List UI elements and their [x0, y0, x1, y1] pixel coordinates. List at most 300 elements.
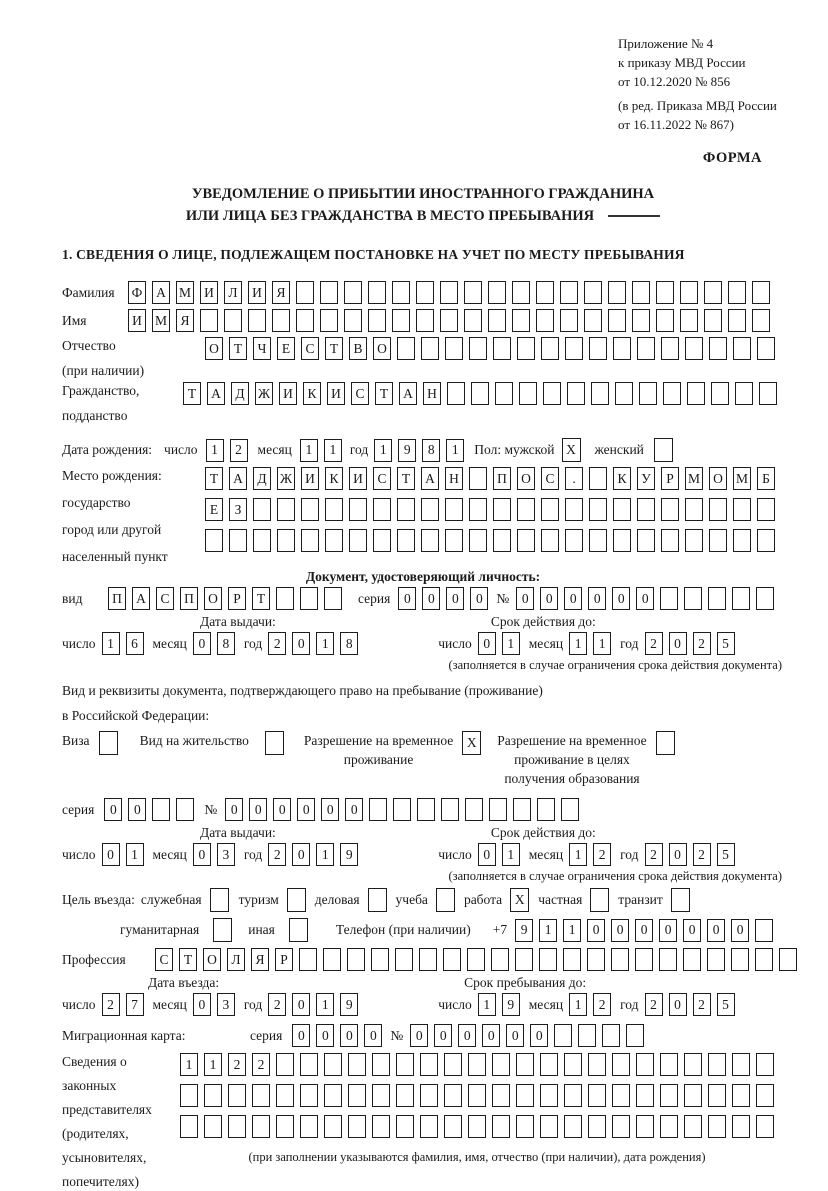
residence-doc-intro-line1: Вид и реквизиты документа, подтверждающего право на пребывание (проживание)	[62, 683, 543, 698]
purpose-private-checkbox[interactable]	[590, 888, 609, 912]
legal-reps-right-col	[180, 1053, 774, 1165]
char-cell	[632, 281, 650, 304]
char-cell	[660, 1115, 678, 1138]
legal-reps-cells-row3[interactable]	[180, 1115, 774, 1138]
char-cell	[512, 309, 530, 332]
char-cell	[344, 309, 362, 332]
birth-month-cells[interactable]	[300, 439, 342, 462]
char-cell: 3	[217, 843, 235, 866]
surname-cells[interactable]	[128, 281, 770, 304]
residence-permit-checkbox[interactable]	[265, 731, 284, 755]
char-cell	[540, 1115, 558, 1138]
char-cell	[228, 1115, 246, 1138]
entry-year-cells[interactable]	[268, 993, 358, 1016]
char-cell	[756, 1115, 774, 1138]
profession-cells[interactable]	[155, 948, 797, 971]
char-cell	[564, 1053, 582, 1076]
char-cell	[465, 798, 483, 821]
char-cell	[708, 1053, 726, 1076]
birth-place-cells-row2[interactable]	[205, 498, 775, 521]
char-cell: Т	[375, 382, 393, 405]
expiry-year-cells[interactable]	[645, 632, 735, 655]
char-cell	[732, 1084, 750, 1107]
birth-day-cells[interactable]	[206, 439, 248, 462]
char-cell: 1	[569, 843, 587, 866]
char-cell: 9	[502, 993, 520, 1016]
doc-number-label: №	[496, 590, 510, 606]
char-cell: 0	[636, 587, 654, 610]
char-cell	[392, 309, 410, 332]
day-label: число	[62, 635, 96, 651]
char-cell	[421, 498, 439, 521]
char-cell: 1	[502, 843, 520, 866]
birth-place-cells-row3[interactable]	[205, 529, 775, 552]
char-cell	[445, 529, 463, 552]
temp-residence-label	[304, 731, 453, 769]
char-cell	[752, 281, 770, 304]
char-cell	[589, 337, 607, 360]
form-title-line1: УВЕДОМЛЕНИЕ О ПРИБЫТИИ ИНОСТРАННОГО ГРАЖДАНИНА	[191, 186, 655, 202]
expiry-date-heading: Срок действия до:	[490, 614, 596, 629]
char-cell: И	[248, 281, 266, 304]
char-cell	[589, 467, 607, 490]
issue-year-cells[interactable]	[268, 632, 358, 655]
char-cell: А	[421, 467, 439, 490]
char-cell: 0	[564, 587, 582, 610]
char-cell: 0	[540, 587, 558, 610]
permit-issue-day-cells[interactable]	[102, 843, 144, 866]
char-cell: 0	[193, 632, 211, 655]
purpose-option	[618, 888, 690, 912]
char-cell: И	[200, 281, 218, 304]
stay-until-heading: Срок пребывания до:	[464, 975, 587, 990]
char-cell: 0	[669, 632, 687, 655]
sex-male-label: Пол: мужской	[474, 442, 555, 457]
entry-dates-row	[62, 993, 784, 1016]
year-label: год	[620, 635, 639, 651]
char-cell	[444, 1053, 462, 1076]
char-cell: 0	[364, 1024, 382, 1047]
stay-until-date-group	[438, 993, 734, 1016]
char-cell: Т	[397, 467, 415, 490]
birth-year-cells[interactable]	[374, 439, 464, 462]
purpose-option	[248, 918, 308, 942]
year-label: год	[349, 442, 369, 457]
visa-option	[62, 731, 118, 755]
legal-reps-label-line: попечителях)	[62, 1174, 139, 1189]
char-cell	[252, 1084, 270, 1107]
char-cell	[420, 1084, 438, 1107]
char-cell: 1	[502, 632, 520, 655]
year-label: год	[243, 996, 263, 1012]
char-cell	[392, 281, 410, 304]
char-cell	[180, 1115, 198, 1138]
entry-day-cells[interactable]	[102, 993, 144, 1016]
char-cell: Д	[253, 467, 271, 490]
entry-purpose-label: Цель въезда:	[62, 892, 135, 907]
char-cell	[296, 281, 314, 304]
month-label: месяц	[152, 635, 187, 651]
permit-expiry-day-cells[interactable]	[478, 843, 520, 866]
entry-purpose-row1	[62, 888, 784, 912]
char-cell: 0	[410, 1024, 428, 1047]
char-cell: 0	[588, 587, 606, 610]
residence-doc-dates-row	[62, 843, 784, 866]
legal-reps-label-line: Сведения о	[62, 1054, 127, 1069]
purpose-other-checkbox[interactable]	[289, 918, 308, 942]
char-cell: 0	[321, 798, 339, 821]
char-cell: К	[325, 467, 343, 490]
char-cell: 3	[217, 993, 235, 1016]
char-cell	[565, 337, 583, 360]
char-cell: 7	[126, 993, 144, 1016]
purpose-option	[315, 888, 387, 912]
char-cell	[539, 948, 557, 971]
purpose-label: иная	[248, 922, 275, 937]
char-cell: 0	[128, 798, 146, 821]
birth-place-label-line: государство	[62, 495, 131, 510]
char-cell	[349, 529, 367, 552]
char-cell	[591, 382, 609, 405]
char-cell: М	[176, 281, 194, 304]
char-cell: 1	[126, 843, 144, 866]
char-cell	[464, 281, 482, 304]
char-cell	[493, 529, 511, 552]
doc-series-cells[interactable]	[398, 587, 488, 610]
purpose-label: гуманитарная	[120, 922, 200, 937]
year-label: год	[620, 846, 639, 862]
char-cell: 2	[593, 993, 611, 1016]
legal-reps-cells-row2[interactable]	[180, 1084, 774, 1107]
char-cell: И	[279, 382, 297, 405]
char-cell: Л	[224, 281, 242, 304]
identity-doc-heading: Документ, удостоверяющий личность:	[305, 569, 541, 584]
char-cell	[708, 1084, 726, 1107]
expiry-month-cells[interactable]	[569, 632, 611, 655]
permit-expiry-year-cells[interactable]	[645, 843, 735, 866]
visa-label: Виза	[62, 733, 90, 748]
permit-number-cells[interactable]	[225, 798, 579, 821]
residence-doc-intro-line2: в Российской Федерации:	[62, 708, 210, 723]
purpose-business-checkbox[interactable]	[368, 888, 387, 912]
char-cell: 0	[635, 919, 653, 942]
day-label: число	[438, 846, 472, 862]
char-cell	[324, 1115, 342, 1138]
char-cell	[554, 1024, 572, 1047]
stay-month-cells[interactable]	[569, 993, 611, 1016]
char-cell	[252, 1115, 270, 1138]
char-cell: 1	[102, 632, 120, 655]
char-cell	[519, 382, 537, 405]
char-cell	[626, 1024, 644, 1047]
char-cell	[708, 587, 726, 610]
month-label: месяц	[152, 996, 187, 1012]
birth-place-cells-row1[interactable]	[205, 467, 775, 490]
char-cell	[613, 498, 631, 521]
char-cell	[344, 281, 362, 304]
temp-residence-edu-checkbox[interactable]	[656, 731, 675, 755]
char-cell	[540, 1084, 558, 1107]
char-cell	[683, 948, 701, 971]
char-cell: 1	[206, 439, 224, 462]
char-cell	[372, 1084, 390, 1107]
char-cell: 0	[683, 919, 701, 942]
char-cell: С	[541, 467, 559, 490]
legal-reps-block	[62, 1053, 784, 1191]
entry-purpose-row2	[62, 918, 784, 942]
char-cell: О	[203, 948, 221, 971]
char-cell	[757, 498, 775, 521]
char-cell: Т	[205, 467, 223, 490]
char-cell: 6	[126, 632, 144, 655]
birth-place-cells-stack	[205, 467, 775, 552]
char-cell	[420, 1115, 438, 1138]
char-cell	[707, 948, 725, 971]
char-cell: 1	[446, 439, 464, 462]
char-cell: 2	[693, 993, 711, 1016]
permit-series-cells[interactable]	[104, 798, 194, 821]
permit-series-label: серия	[62, 801, 95, 817]
char-cell: П	[108, 587, 126, 610]
entry-month-cells[interactable]	[193, 993, 235, 1016]
doc-series-label: серия	[358, 590, 391, 606]
char-cell: 9	[515, 919, 533, 942]
char-cell: У	[637, 467, 655, 490]
char-cell	[488, 309, 506, 332]
char-cell: Р	[661, 467, 679, 490]
char-cell	[200, 309, 218, 332]
char-cell: И	[349, 467, 367, 490]
permit-expiry-note: (заполняется в случае ограничения срока действия документа)	[448, 869, 782, 883]
purpose-option	[538, 888, 609, 912]
stay-day-cells[interactable]	[478, 993, 520, 1016]
char-cell	[320, 281, 338, 304]
char-cell	[756, 1053, 774, 1076]
permit-expiry-heading: Срок действия до:	[490, 825, 596, 840]
entry-date-headers	[62, 975, 784, 991]
char-cell	[733, 529, 751, 552]
char-cell	[517, 337, 535, 360]
char-cell	[709, 498, 727, 521]
char-cell: 0	[249, 798, 267, 821]
char-cell: О	[205, 337, 223, 360]
phone-prefix: +7	[492, 922, 508, 937]
char-cell	[516, 1115, 534, 1138]
char-cell: 2	[645, 993, 663, 1016]
char-cell: 0	[345, 798, 363, 821]
permit-issue-heading: Дата выдачи:	[200, 825, 276, 840]
char-cell	[637, 498, 655, 521]
permit-expiry-month-cells[interactable]	[569, 843, 611, 866]
char-cell	[348, 1084, 366, 1107]
char-cell: 2	[645, 843, 663, 866]
day-label: число	[62, 996, 96, 1012]
char-cell	[300, 1115, 318, 1138]
char-cell	[659, 948, 677, 971]
phone-cells[interactable]	[515, 919, 773, 942]
char-cell: И	[327, 382, 345, 405]
char-cell	[488, 281, 506, 304]
char-cell	[536, 309, 554, 332]
char-cell: 0	[193, 993, 211, 1016]
char-cell	[752, 309, 770, 332]
char-cell: 0	[478, 632, 496, 655]
sex-female-checkbox[interactable]	[654, 438, 673, 462]
char-cell	[492, 1084, 510, 1107]
char-cell	[396, 1053, 414, 1076]
char-cell: 5	[717, 843, 735, 866]
char-cell	[709, 529, 727, 552]
sex-female-label: женский	[594, 442, 644, 457]
permit-issue-month-cells[interactable]	[193, 843, 235, 866]
visa-checkbox[interactable]	[99, 731, 118, 755]
purpose-work-checkbox[interactable]: X	[510, 888, 529, 912]
char-cell	[615, 382, 633, 405]
stay-year-cells[interactable]	[645, 993, 735, 1016]
char-cell	[680, 281, 698, 304]
purpose-official-checkbox[interactable]	[210, 888, 229, 912]
issue-day-cells[interactable]	[102, 632, 144, 655]
birth-place-label-line: населенный пункт	[62, 549, 168, 564]
char-cell: 0	[102, 843, 120, 866]
char-cell	[612, 1084, 630, 1107]
purpose-option	[239, 888, 306, 912]
expiry-day-cells[interactable]	[478, 632, 520, 655]
citizenship-label-line1: Гражданство,	[62, 383, 140, 398]
char-cell	[637, 529, 655, 552]
given-name-cells[interactable]	[128, 309, 770, 332]
char-cell	[224, 309, 242, 332]
char-cell: О	[517, 467, 535, 490]
char-cell	[516, 1053, 534, 1076]
char-cell	[277, 498, 295, 521]
char-cell	[685, 337, 703, 360]
migration-series-cells[interactable]	[292, 1024, 382, 1047]
purpose-study-checkbox[interactable]	[436, 888, 455, 912]
char-cell: 0	[273, 798, 291, 821]
char-cell	[708, 1115, 726, 1138]
char-cell	[704, 281, 722, 304]
char-cell	[589, 529, 607, 552]
char-cell: К	[303, 382, 321, 405]
citizenship-cells[interactable]	[183, 382, 777, 405]
char-cell: 0	[516, 587, 534, 610]
char-cell	[639, 382, 657, 405]
char-cell	[602, 1024, 620, 1047]
day-label: число	[438, 635, 472, 651]
birth-date-row	[62, 438, 784, 462]
char-cell	[493, 498, 511, 521]
char-cell	[732, 1053, 750, 1076]
char-cell	[684, 1084, 702, 1107]
doc-kind-cells[interactable]	[108, 587, 342, 610]
legal-reps-label-line: представителях	[62, 1102, 152, 1117]
char-cell: 9	[398, 439, 416, 462]
purpose-label: работа	[463, 892, 503, 907]
char-cell	[588, 1053, 606, 1076]
char-cell	[565, 529, 583, 552]
char-cell: 2	[693, 632, 711, 655]
amendment-line: (в ред. Приказа МВД России	[618, 98, 777, 113]
char-cell: Я	[176, 309, 194, 332]
char-cell: 0	[731, 919, 749, 942]
year-label: год	[243, 635, 263, 651]
surname-row	[62, 281, 784, 304]
char-cell	[469, 337, 487, 360]
char-cell	[349, 498, 367, 521]
profession-label: Профессия	[62, 951, 126, 967]
char-cell: 0	[470, 587, 488, 610]
char-cell	[397, 529, 415, 552]
section1-heading: 1. СВЕДЕНИЯ О ЛИЦЕ, ПОДЛЕЖАЩЕМ ПОСТАНОВКЕ НА УЧЕТ ПО МЕСТУ ПРЕБЫВАНИЯ	[62, 247, 685, 262]
char-cell	[495, 382, 513, 405]
char-cell	[636, 1053, 654, 1076]
char-cell	[756, 587, 774, 610]
char-cell	[660, 1053, 678, 1076]
purpose-tourism-checkbox[interactable]	[287, 888, 306, 912]
patronymic-cells[interactable]	[205, 337, 775, 360]
purpose-label: деловая	[314, 892, 360, 907]
char-cell: Т	[183, 382, 201, 405]
purpose-humanitarian-checkbox[interactable]	[213, 918, 232, 942]
char-cell	[300, 1084, 318, 1107]
char-cell	[733, 498, 751, 521]
char-cell	[301, 498, 319, 521]
legal-reps-cells-row1[interactable]	[180, 1053, 774, 1076]
char-cell	[757, 337, 775, 360]
char-cell: 0	[611, 919, 629, 942]
char-cell	[560, 281, 578, 304]
char-cell	[685, 529, 703, 552]
issue-date-heading: Дата выдачи:	[200, 614, 276, 629]
char-cell	[372, 1053, 390, 1076]
char-cell	[684, 1053, 702, 1076]
char-cell	[443, 948, 461, 971]
migration-number-cells[interactable]	[410, 1024, 644, 1047]
char-cell: 1	[539, 919, 557, 942]
patronymic-label-line1: Отчество	[62, 338, 116, 353]
char-cell: К	[613, 467, 631, 490]
char-cell	[205, 529, 223, 552]
char-cell	[397, 498, 415, 521]
char-cell	[757, 529, 775, 552]
permit-issue-year-cells[interactable]	[268, 843, 358, 866]
title-blank-underline	[608, 215, 660, 217]
char-cell: А	[132, 587, 150, 610]
purpose-transit-checkbox[interactable]	[671, 888, 690, 912]
char-cell: Т	[229, 337, 247, 360]
char-cell: 1	[324, 439, 342, 462]
char-cell: 9	[340, 993, 358, 1016]
char-cell: 5	[717, 993, 735, 1016]
residence-permit-label: Вид на жительство	[139, 733, 249, 748]
month-label: месяц	[528, 846, 564, 862]
char-cell	[445, 498, 463, 521]
char-cell	[735, 382, 753, 405]
char-cell	[467, 948, 485, 971]
char-cell	[728, 281, 746, 304]
temp-residence-option	[304, 731, 481, 769]
doc-number-cells[interactable]	[516, 587, 774, 610]
char-cell	[445, 337, 463, 360]
issue-month-cells[interactable]	[193, 632, 235, 655]
citizenship-label-line2: подданство	[62, 408, 128, 423]
temp-residence-checkbox[interactable]: X	[462, 731, 481, 755]
permit-expiry-date-group	[438, 843, 734, 866]
char-cell: 2	[268, 632, 286, 655]
sex-male-checkbox[interactable]: X	[562, 438, 581, 462]
char-cell	[513, 798, 531, 821]
